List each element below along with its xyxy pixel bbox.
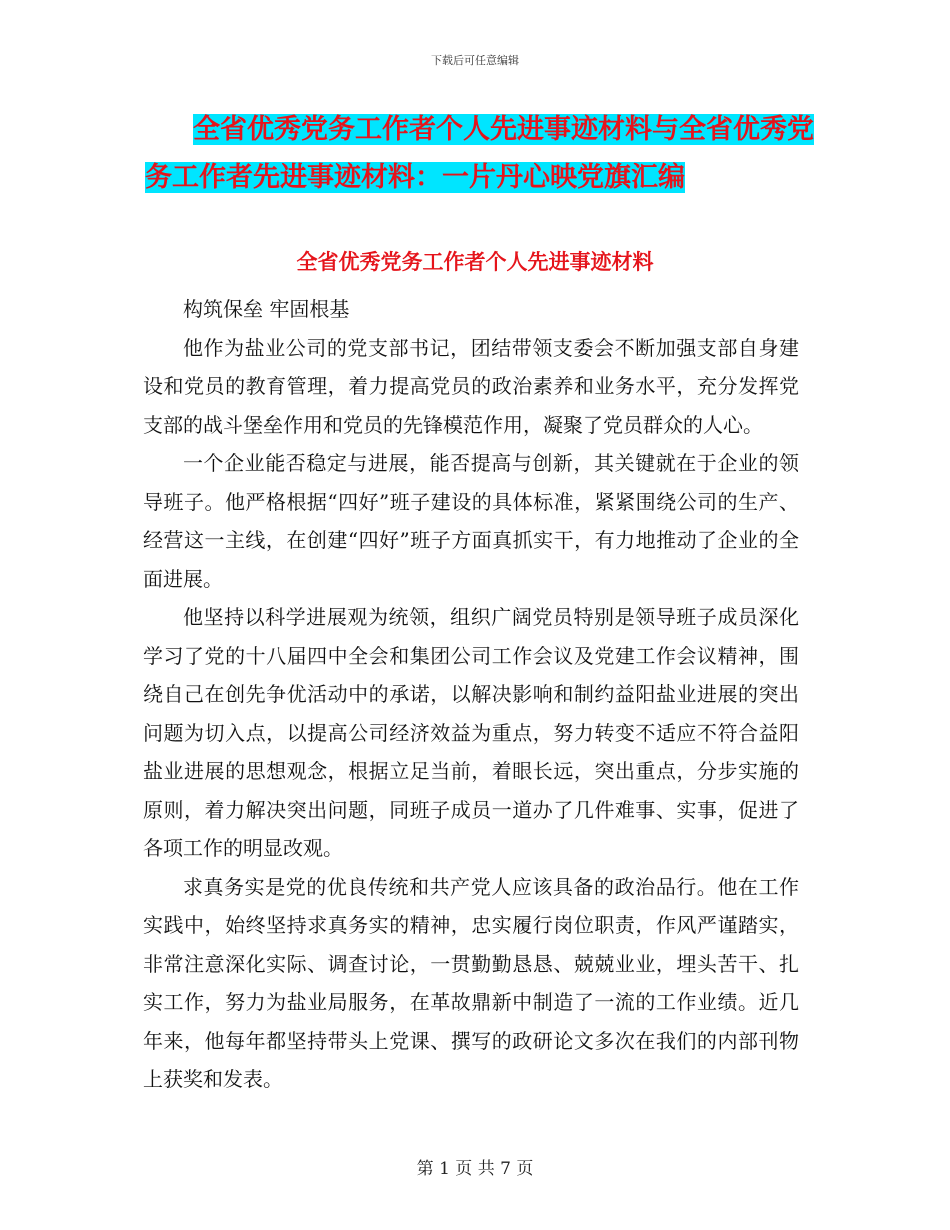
title-line-2-text: 务工作者先进事迹材料：一片丹心映党旗汇编	[145, 162, 685, 193]
header-note: 下载后可任意编辑	[431, 54, 519, 67]
paragraph: 求真务实是党的优良传统和共产党人应该具备的政治品行。他在工作实践中，始终坚持求真务实的精神，忠实履行岗位职责，作风严谨踏实，非常注意深化实际、调查讨论，一贯勤勤恳恳、兢兢业业，埋头苦干、扎实工作，努力为盐业局服务，在革故鼎新中制造了一流的工作业绩。近几年来，他每年都坚持带头上党课、撰写的政研论文多次在我们的内部刊物上获奖和发表。	[143, 874, 799, 1091]
section-title: 全省优秀党务工作者个人先进事迹材料	[296, 250, 654, 274]
paragraph: 他作为盐业公司的党支部书记，团结带领支委会不断加强支部自身建设和党员的教育管理，着力提高党员的政治素养和业务水平，充分发挥党支部的战斗堡垒作用和党员的先锋模范作用，凝聚了党员群众的人心。	[143, 335, 799, 437]
title-line-1-text: 全省优秀党务工作者个人先进事迹材料与全省优秀党	[193, 114, 814, 145]
body-text	[143, 290, 799, 1099]
paragraph: 一个企业能否稳定与进展，能否提高与创新，其关键就在于企业的领导班子。他严格根据“四好”班子建设的具体标准，紧紧围绕公司的生产、经营这一主线，在创建“四好”班子方面真抓实干，有力地推动了企业的全面进展。	[143, 451, 799, 591]
paragraph-subtitle: 构筑保垒 牢固根基	[183, 297, 350, 321]
title-line-1	[145, 106, 825, 154]
paragraph: 他坚持以科学进展观为统领，组织广阔党员特别是领导班子成员深化学习了党的十八届四中全会和集团公司工作会议及党建工作会议精神，围绕自己在创先争优活动中的承诺，以解决影响和制约益阳盐业进展的突出问题为切入点，以提高公司经济效益为重点，努力转变不适应不符合益阳盐业进展的思想观念，根据立足当前，着眼长远，突出重点，分步实施的原则，着力解决突出问题，同班子成员一道办了几件难事、实事，促进了各项工作的明显改观。	[143, 605, 799, 860]
title-line-2	[145, 154, 825, 202]
document-title	[145, 106, 825, 202]
page-footer: 第 1 页 共 7 页	[416, 1159, 534, 1179]
